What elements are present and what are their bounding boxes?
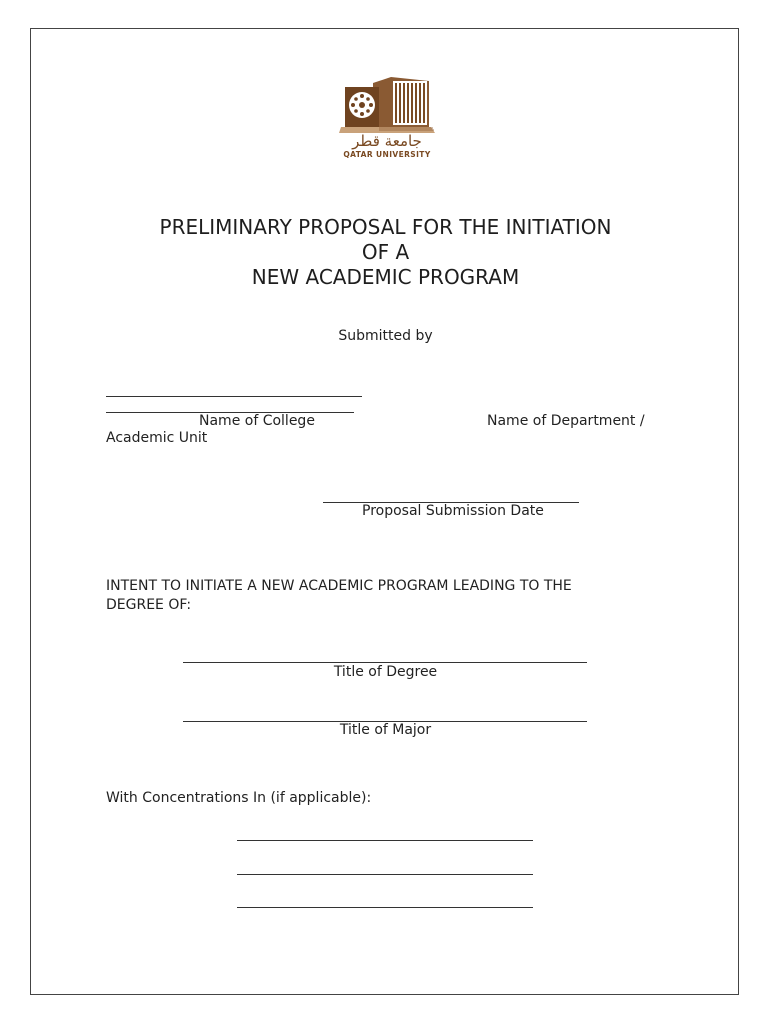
academic-unit-label: Academic Unit: [106, 430, 208, 446]
intent-line-1: INTENT TO INITIATE A NEW ACADEMIC PROGRAM LEADING TO THE: [106, 578, 572, 594]
major-title-label: Title of Major: [339, 722, 432, 738]
logo-arabic-text: جامعة قطر: [352, 132, 422, 150]
college-signature-line-1: [106, 396, 362, 397]
title-line-2: OF A: [361, 240, 410, 264]
qatar-university-logo: [339, 75, 435, 165]
concentration-line-1: [237, 840, 533, 841]
concentration-line-3: [237, 907, 533, 908]
title-line-3: NEW ACADEMIC PROGRAM: [251, 265, 520, 289]
submission-date-label: Proposal Submission Date: [362, 503, 544, 519]
logo-emblem-icon: [339, 75, 435, 133]
logo-english-text: QATAR UNIVERSITY: [343, 150, 431, 159]
college-label: Name of College: [199, 413, 315, 429]
title-line-1: PRELIMINARY PROPOSAL FOR THE INITIATION: [159, 215, 612, 239]
degree-title-line: [183, 662, 587, 663]
department-label: Name of Department /: [487, 413, 645, 429]
submitted-by-label: Submitted by: [338, 328, 433, 344]
document-title: [31, 215, 740, 290]
concentration-line-2: [237, 874, 533, 875]
document-page: [30, 28, 739, 995]
concentrations-label: With Concentrations In (if applicable):: [106, 790, 372, 806]
degree-title-label: Title of Degree: [333, 664, 438, 680]
intent-line-2: DEGREE OF:: [106, 597, 192, 613]
